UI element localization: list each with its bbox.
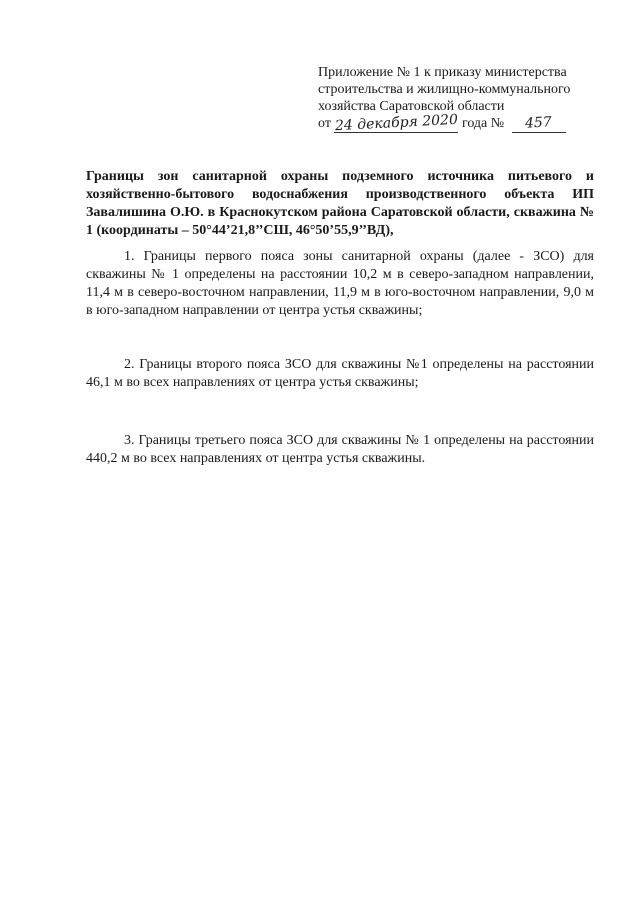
appendix-line-1: Приложение № 1 к приказу министерства	[318, 65, 567, 80]
handwritten-number: 457	[524, 114, 553, 132]
appendix-line-3: хозяйства Саратовской области	[318, 99, 505, 114]
year-word: года №	[461, 116, 505, 131]
number-blank	[512, 115, 566, 133]
paragraph-1: 1. Границы первого пояса зоны санитарной охраны (далее - ЗСО) для скважины № 1 определены на расстоянии 10,2 м в северо-западном направлении, 11,4 м в северо-восточном направлении, 11,9 м в юго-восточном направлении, 9,0 м в юго-западном направлении от центра устья скважины;	[86, 249, 594, 318]
appendix-line-2: строительства и жилищно-коммунального	[318, 82, 571, 97]
document-title: Границы зон санитарной охраны подземного источника питьевого и хозяйственно-бытового водоснабжения производственного объекта ИП Завалишина О.Ю. в Краснокутском района Саратовской области, скважина № 1 (координаты – 50°44’21,8’’СШ, 46°50’55,9’’ВД),	[86, 169, 594, 238]
handwritten-date: 24 декабря 2020	[334, 111, 459, 135]
date-prefix: от	[318, 116, 331, 131]
order-date-line	[318, 111, 608, 135]
date-blank	[334, 111, 459, 135]
paragraph-2: 2. Границы второго пояса ЗСО для скважины №1 определены на расстоянии 46,1 м во всех направлениях от центра устья скважины;	[86, 357, 594, 390]
appendix-header	[318, 64, 608, 134]
paragraph-3: 3. Границы третьего пояса ЗСО для скважины № 1 определены на расстоянии 440,2 м во всех направлениях от центра устья скважины.	[86, 433, 594, 466]
